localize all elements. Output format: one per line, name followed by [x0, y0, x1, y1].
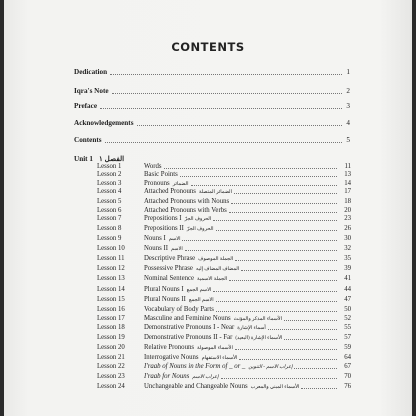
- lesson-title: Relative Pronouns: [144, 344, 195, 351]
- front-matter-entry: [74, 102, 350, 112]
- dot-leader: [180, 176, 337, 177]
- dot-leader: [239, 359, 337, 360]
- dot-leader: [216, 301, 337, 302]
- lesson-title: Nouns II: [144, 245, 168, 252]
- lesson-title-group: [144, 215, 211, 222]
- page-number: 13: [344, 171, 351, 178]
- lesson-number: Lesson 10: [97, 245, 125, 252]
- lesson-row: [97, 315, 351, 324]
- lesson-arabic: الأسماء الإشارة (البعيد): [235, 336, 283, 341]
- lesson-row: [97, 296, 351, 305]
- lesson-number: Lesson 8: [97, 225, 122, 232]
- lesson-title-group: [144, 334, 282, 341]
- lesson-title: Masculine and Feminine Nouns: [144, 315, 231, 322]
- dot-leader: [213, 291, 337, 292]
- page-number: 52: [344, 315, 351, 322]
- dot-leader: [216, 230, 337, 231]
- lesson-number: Lesson 6: [97, 207, 122, 214]
- page-number: 3: [346, 102, 350, 110]
- lesson-title: Interrogative Nouns: [144, 354, 199, 361]
- lesson-title-group: [144, 354, 237, 361]
- dot-leader: [213, 220, 337, 221]
- page-number: 4: [346, 119, 350, 127]
- lesson-title: Unchangeable and Changeable Nouns: [144, 383, 248, 390]
- lesson-arabic: الأسماء الاستفهام: [201, 356, 238, 361]
- lesson-number: Lesson 13: [97, 275, 125, 282]
- lesson-title: Vocabulary of Body Parts: [144, 306, 214, 313]
- lesson-title-group: [144, 373, 219, 380]
- lesson-title: Plural Nouns II: [144, 296, 186, 303]
- dot-leader: [229, 280, 337, 281]
- page-number: 50: [344, 306, 351, 313]
- front-matter-label: Preface: [74, 102, 98, 110]
- lesson-arabic: الأسماء المبني والمعرب: [250, 385, 300, 390]
- dot-leader: [100, 108, 342, 109]
- dot-leader: [284, 320, 337, 321]
- page-number: 41: [344, 275, 351, 282]
- page-number: 35: [344, 255, 351, 262]
- lesson-title-group: [144, 306, 214, 313]
- lesson-arabic: الاسم الجمع: [186, 288, 212, 293]
- unit-heading: [74, 154, 124, 163]
- lesson-number: Lesson 20: [97, 344, 125, 351]
- lesson-title-group: [144, 225, 214, 232]
- page-number: 76: [344, 383, 351, 390]
- lesson-title: Pronouns: [144, 180, 170, 187]
- lesson-title: Plural Nouns I: [144, 286, 184, 293]
- dot-leader: [105, 142, 342, 143]
- lesson-number: Lesson 7: [97, 215, 122, 222]
- dot-leader: [284, 339, 337, 340]
- front-matter-entry: [74, 87, 350, 97]
- lesson-row: [97, 373, 351, 382]
- lesson-arabic: أسماء الإشارة: [237, 326, 266, 331]
- lesson-number: Lesson 17: [97, 315, 125, 322]
- lesson-number: Lesson 16: [97, 306, 125, 313]
- page-title: CONTENTS: [171, 40, 245, 54]
- lesson-number: Lesson 5: [97, 198, 122, 205]
- lesson-title-group: [144, 315, 282, 322]
- lesson-arabic: الاسم: [168, 237, 181, 242]
- dot-leader: [229, 212, 337, 213]
- dot-leader: [191, 185, 337, 186]
- lesson-row: [97, 188, 351, 197]
- lesson-title-group: [144, 163, 162, 170]
- lesson-title-group: [144, 245, 183, 252]
- dot-leader: [216, 311, 337, 312]
- dot-leader: [301, 388, 337, 389]
- lesson-number: Lesson 11: [97, 255, 125, 262]
- lesson-number: Lesson 14: [97, 286, 125, 293]
- lesson-number: Lesson 18: [97, 324, 125, 331]
- page-number: 32: [344, 245, 351, 252]
- lesson-arabic: الاسم الجمع: [188, 298, 214, 303]
- lesson-title: Possessive Phrase: [144, 265, 193, 272]
- dot-leader: [235, 260, 337, 261]
- lesson-row: [97, 354, 351, 363]
- page-number: 23: [344, 215, 351, 222]
- dot-leader: [294, 368, 337, 369]
- page-number: 17: [344, 188, 351, 195]
- page-number: 57: [344, 334, 351, 341]
- lesson-number: Lesson 9: [97, 235, 122, 242]
- front-matter-label: Iqra's Note: [74, 87, 109, 95]
- lesson-arabic: الأسماء المذكر والمؤنث: [233, 317, 283, 322]
- lesson-row: [97, 324, 351, 333]
- page-number: 14: [344, 180, 351, 187]
- lesson-number: Lesson 22: [97, 363, 125, 370]
- page-number: 44: [344, 286, 351, 293]
- lesson-title-group: [144, 275, 227, 282]
- lesson-arabic: الضمائر المتصلة: [198, 190, 232, 195]
- lesson-title-group: [144, 235, 180, 242]
- lesson-number: Lesson 3: [97, 180, 122, 187]
- page-number: 20: [344, 207, 351, 214]
- front-matter-entry: [74, 68, 350, 78]
- lesson-arabic: الحروف الجرّ: [184, 217, 212, 222]
- unit-arabic: الفصل ١: [98, 155, 125, 163]
- lesson-arabic: الجملة الموصوف: [198, 257, 234, 262]
- page-number: 39: [344, 265, 351, 272]
- front-matter-entry: [74, 136, 350, 146]
- lesson-row: [97, 171, 351, 180]
- front-matter-label: Acknowledgements: [74, 119, 134, 127]
- lesson-title-group: [144, 363, 292, 370]
- lesson-row: [97, 198, 351, 207]
- unit-label: Unit 1: [74, 155, 93, 163]
- lesson-title-group: [144, 383, 299, 390]
- lesson-title-group: [144, 265, 239, 272]
- lesson-number: Lesson 15: [97, 296, 125, 303]
- lesson-number: Lesson 12: [97, 265, 125, 272]
- page-number: 67: [344, 363, 351, 370]
- lesson-row: [97, 306, 351, 315]
- lesson-row: [97, 215, 351, 224]
- dot-leader: [235, 349, 337, 350]
- lesson-number: Lesson 24: [97, 383, 125, 390]
- lesson-arabic: إعراب الاسم - التنوين: [248, 365, 293, 370]
- lesson-arabic: إعراب الاسم: [192, 375, 219, 380]
- lesson-title-group: [144, 286, 211, 293]
- lesson-title-group: [144, 255, 233, 262]
- lesson-row: [97, 265, 351, 274]
- page-number: 30: [344, 235, 351, 242]
- lesson-title: Attached Pronouns with Verbs: [144, 207, 227, 214]
- lesson-title: Descriptive Phrase: [144, 255, 196, 262]
- lesson-arabic: الاسم: [170, 247, 183, 252]
- lesson-title-group: [144, 344, 233, 351]
- lesson-row: [97, 225, 351, 234]
- page-number: 2: [346, 87, 350, 95]
- lesson-row: [97, 235, 351, 244]
- lesson-number: Lesson 2: [97, 171, 122, 178]
- lesson-title: Prepositions I: [144, 215, 182, 222]
- lesson-arabic: الحروف الجرّ: [186, 227, 214, 232]
- lesson-arabic: الأسماء الموصولة: [197, 346, 233, 351]
- dot-leader: [231, 203, 337, 204]
- lesson-title: Demonstrative Pronouns II - Far: [144, 334, 233, 341]
- page-number: 70: [344, 373, 351, 380]
- lesson-title-group: [144, 324, 266, 331]
- front-matter-entry: [74, 119, 350, 129]
- lesson-row: [97, 245, 351, 254]
- lesson-title: Nouns I: [144, 235, 166, 242]
- lesson-title: Attached Pronouns with Nouns: [144, 198, 230, 205]
- dot-leader: [164, 168, 337, 169]
- page-number: 5: [346, 136, 350, 144]
- front-matter-label: Contents: [74, 136, 102, 144]
- lesson-title: Words: [144, 163, 162, 170]
- dot-leader: [234, 193, 337, 194]
- lesson-row: [97, 344, 351, 353]
- page-number: 47: [344, 296, 351, 303]
- page-number: 26: [344, 225, 351, 232]
- lesson-arabic: المضاف المضاف إليه: [195, 267, 240, 272]
- page-number: 18: [344, 198, 351, 205]
- lesson-title-group: [144, 188, 232, 195]
- lesson-arabic: الجملة الاسمية: [197, 277, 228, 282]
- lesson-row: [97, 286, 351, 295]
- page-number: 1: [346, 68, 350, 76]
- lesson-title-group: [144, 207, 227, 214]
- lesson-title: Basic Points: [144, 171, 178, 178]
- dot-leader: [268, 329, 337, 330]
- lesson-title-group: [144, 296, 214, 303]
- lesson-arabic: الضمائر: [172, 182, 189, 187]
- lesson-title: Nominal Sentence: [144, 275, 195, 282]
- front-matter-label: Dedication: [74, 68, 108, 76]
- lesson-number: Lesson 19: [97, 334, 125, 341]
- lesson-row: [97, 383, 351, 392]
- lesson-row: [97, 275, 351, 284]
- dot-leader: [110, 74, 342, 75]
- lesson-title-group: [144, 198, 229, 205]
- page-number: 59: [344, 344, 351, 351]
- lesson-title: Prepositions II: [144, 225, 184, 232]
- page-number: 55: [344, 324, 351, 331]
- dot-leader: [137, 125, 342, 126]
- dot-leader: [185, 250, 337, 251]
- lesson-number: Lesson 1: [97, 163, 122, 170]
- lesson-title: I'raab of Nouns in the Form of _ or _: [144, 363, 246, 370]
- dot-leader: [112, 93, 342, 94]
- book-page: [4, 0, 412, 416]
- lesson-number: Lesson 23: [97, 373, 125, 380]
- dot-leader: [221, 378, 337, 379]
- lesson-row: [97, 255, 351, 264]
- lesson-number: Lesson 21: [97, 354, 125, 361]
- lesson-title: Attached Pronouns: [144, 188, 196, 195]
- lesson-title-group: [144, 180, 189, 187]
- lesson-title: I'raab for Nouns: [144, 373, 190, 380]
- page-number: 11: [344, 163, 351, 170]
- dot-leader: [241, 270, 337, 271]
- lesson-number: Lesson 4: [97, 188, 122, 195]
- lesson-title: Demonstrative Pronouns I - Near: [144, 324, 235, 331]
- lesson-row: [97, 363, 351, 372]
- page-number: 64: [344, 354, 351, 361]
- lesson-row: [97, 334, 351, 343]
- dot-leader: [182, 240, 337, 241]
- lesson-title-group: [144, 171, 178, 178]
